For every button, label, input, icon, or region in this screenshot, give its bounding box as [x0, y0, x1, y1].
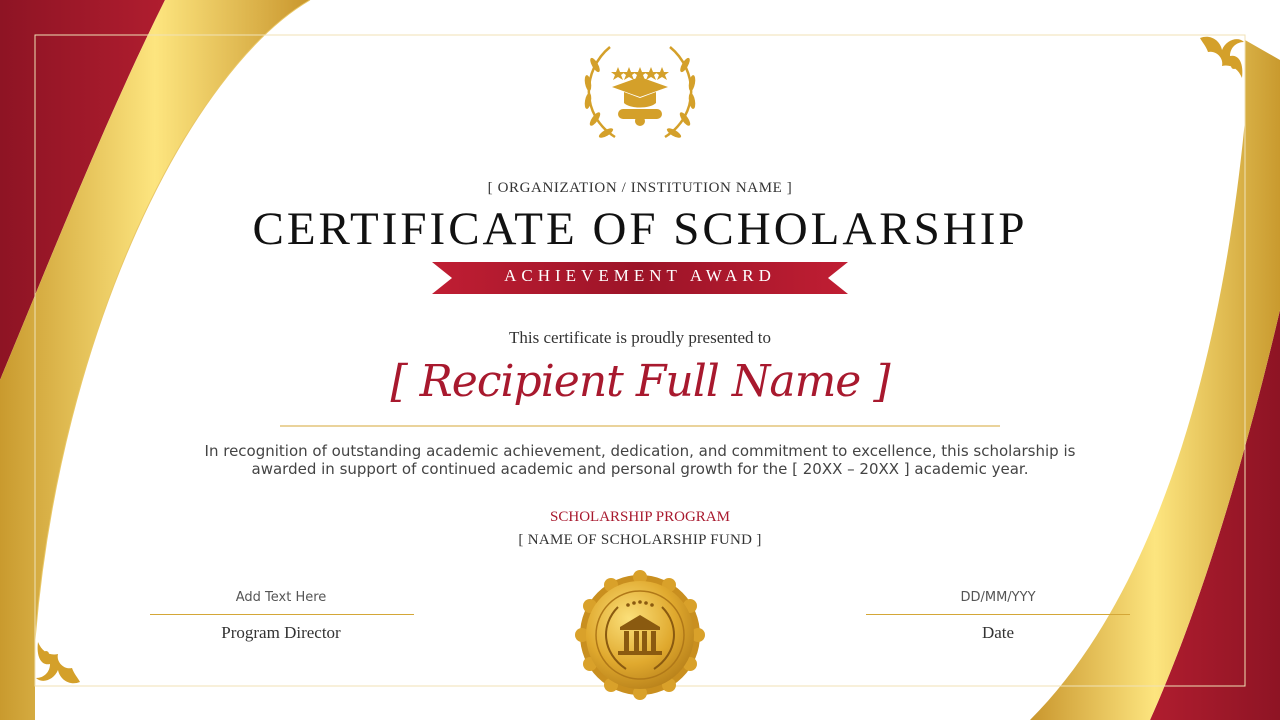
body-line-1: In recognition of outstanding academic achievement, dedication, and commitment to excellence, this scholarship is — [204, 442, 1076, 460]
director-signature-value: Add Text Here — [235, 590, 327, 605]
corner-flourish-icon — [1200, 37, 1244, 78]
director-signature-line — [150, 614, 414, 615]
scholarship-program-label: SCHOLARSHIP PROGRAM — [550, 509, 730, 525]
director-signature-label: Program Director — [221, 623, 341, 642]
date-label: Date — [981, 623, 1015, 642]
certificate-body — [190, 442, 1090, 478]
gold-seal-institution-icon — [575, 570, 705, 700]
body-line-2: awarded in support of continued academic and personal growth for the [ 20XX – 20XX ] academic year. — [251, 460, 1029, 478]
corner-flourish-icon — [36, 642, 80, 683]
date-value: DD/MM/YYY — [960, 590, 1036, 605]
date-line — [866, 614, 1130, 615]
organization-name: [ ORGANIZATION / INSTITUTION NAME ] — [487, 180, 793, 196]
scholarship-fund-name: [ NAME OF SCHOLARSHIP FUND ] — [518, 532, 762, 548]
graduation-cap-laurel-emblem — [584, 47, 697, 140]
ribbon-label: ACHIEVEMENT AWARD — [504, 266, 776, 285]
certificate-title: CERTIFICATE OF SCHOLARSHIP — [252, 203, 1028, 255]
presented-to-text: This certificate is proudly presented to — [509, 328, 771, 347]
recipient-name: [ Recipient Full Name ] — [390, 356, 890, 407]
